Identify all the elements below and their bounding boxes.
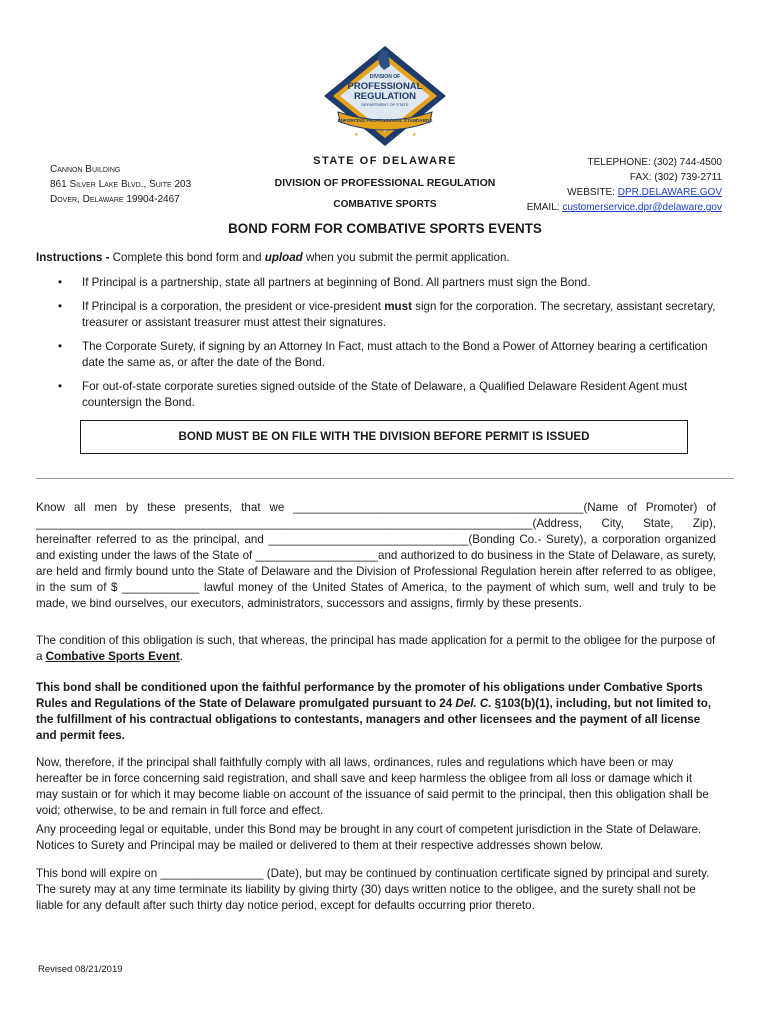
list-item: • For out-of-state corporate sureties signed outside of the State of Delaware, a Qualified Delaware Resident Agent must countersign the Bond. <box>36 379 716 411</box>
division-title: DIVISION OF PROFESSIONAL REGULATION <box>274 177 496 189</box>
bond-paragraph-obligations: This bond shall be conditioned upon the faithful performance by the promoter of his obligations under Combative Sports Rules and Regulations of the State of Delaware promulgated pursuant to 24 Del. C. §103(b)(1), including, but not limited to, the fulfillment of his contractual obligations to contestants, managers and other licensees and the payment of all license and permit fees. <box>36 681 712 742</box>
fax: FAX: (302) 739-2711 <box>629 172 722 183</box>
email-link[interactable]: customerservice.dpr@delaware.gov <box>562 202 722 213</box>
bond-paragraph-expiration: This bond will expire on ________________ (Date), but may be continued by continuation certificate signed by principal and surety. The surety may at any time terminate its liability by giving thirty (30) days written notice to the obligee, and the surety shall not be liable for any default after such thirty day notice period, except for defaults occurring prior thereto. <box>36 867 710 912</box>
bond-amount-field[interactable]: ____________ <box>122 581 200 594</box>
bonding-company-field[interactable]: _______________________________ <box>268 533 469 546</box>
promoter-address-field[interactable]: _____________________________________________________________________________ <box>36 517 533 530</box>
list-item: • If Principal is a corporation, the president or vice-president must sign for the corporation. The secretary, assistant secretary, treasurer or assistant treasurer must attest their signatures. <box>36 299 716 331</box>
list-item: • If Principal is a partnership, state all partners at beginning of Bond. All partners must sign the Bond. <box>36 275 716 291</box>
website-link[interactable]: DPR.DELAWARE.GOV <box>617 187 722 198</box>
instructions-label: Instructions - <box>36 251 110 264</box>
office-address <box>50 162 240 207</box>
state-title: STATE OF DELAWARE <box>313 155 457 167</box>
bond-paragraph-parties: Know all men by these presents, that we _____________________________________________(Name of Promoter) of _____________________________________________________________________________(Address, City, State, Zip), hereinafter referred to as the principal, and _______________________________(Bonding Co.- Surety), a corporation organized and existing under the laws of the State of ___________________and authorized to do business in the State of Delaware, as surety, are held and firmly bound unto the State of Delaware and the Division of Professional Regulation herein after referred to as obligee, in the sum of $ ____________ lawful money of the United States of America, to the payment of which sum, well and truly to be made, we bind ourselves, our executors, administrators, successors and assigns, firmly by these presents. <box>36 501 716 610</box>
seal-ribbon-text: ENFORCING PROFESSIONAL STANDARDS <box>337 118 433 123</box>
revision-date: Revised 08/21/2019 <box>38 964 123 975</box>
instructions-list <box>36 275 716 419</box>
address-line2: 861 Silver Lake Blvd., Suite 203 <box>50 179 192 190</box>
division-seal-logo <box>318 44 452 150</box>
bond-paragraph-jurisdiction: Any proceeding legal or equitable, under this Bond may be brought in any court of competent jurisdiction in the State of Delaware. Notices to Surety and Principal may be mailed or delivered to them at their respective addresses shown below. <box>36 823 702 852</box>
permit-notice-box: BOND MUST BE ON FILE WITH THE DIVISION BEFORE PERMIT IS ISSUED <box>80 420 688 454</box>
address-line1: Cannon Building <box>50 164 121 175</box>
seal-name-line2: REGULATION <box>353 91 417 102</box>
seal-top-text: DIVISION OF <box>369 74 401 80</box>
section-divider <box>36 478 734 479</box>
svg-text:★: ★ <box>412 132 417 138</box>
website: WEBSITE: DPR.DELAWARE.GOV <box>567 187 722 198</box>
page-title: BOND FORM FOR COMBATIVE SPORTS EVENTS <box>228 221 542 236</box>
instructions-intro: Instructions - Complete this bond form and upload when you submit the permit application. <box>36 251 510 264</box>
telephone: TELEPHONE: (302) 744-4500 <box>587 157 722 168</box>
expiration-date-field[interactable]: ________________ <box>160 867 264 880</box>
bond-paragraph-condition: The condition of this obligation is such, that whereas, the principal has made application for a permit to the obligee for the purpose of a Combative Sports Event. <box>36 634 716 663</box>
upload-emphasis: upload <box>264 251 303 264</box>
list-item: • The Corporate Surety, if signing by an Attorney In Fact, must attach to the Bond a Power of Attorney bearing a certification date the same as, or after the date of the Bond. <box>36 339 716 371</box>
seal-dept: DEPARTMENT OF STATE <box>361 102 409 107</box>
contact-info <box>460 155 722 215</box>
svg-text:★: ★ <box>354 132 359 138</box>
bond-paragraph-compliance: Now, therefore, if the principal shall faithfully comply with all laws, ordinances, rules and regulations which have been or may hereafter be in force concerning said registration, and shall save and keep harmless the obligee from all loss or damage which it may sustain or for which it may become liable on account of the issuance of said permit to the principal, then this obligation shall be void; otherwise, to be and remain in full force and effect. <box>36 756 709 817</box>
board-title: COMBATIVE SPORTS <box>333 199 437 210</box>
seal-name-line1: PROFESSIONAL <box>347 81 423 92</box>
email: EMAIL: customerservice.dpr@delaware.gov <box>526 202 722 213</box>
surety-state-field[interactable]: ___________________ <box>255 549 379 562</box>
address-line3: Dover, Delaware 19904-2467 <box>50 194 180 205</box>
combative-sports-event-link: Combative Sports Event <box>45 650 180 663</box>
promoter-name-field[interactable]: _____________________________________________ <box>293 501 584 514</box>
